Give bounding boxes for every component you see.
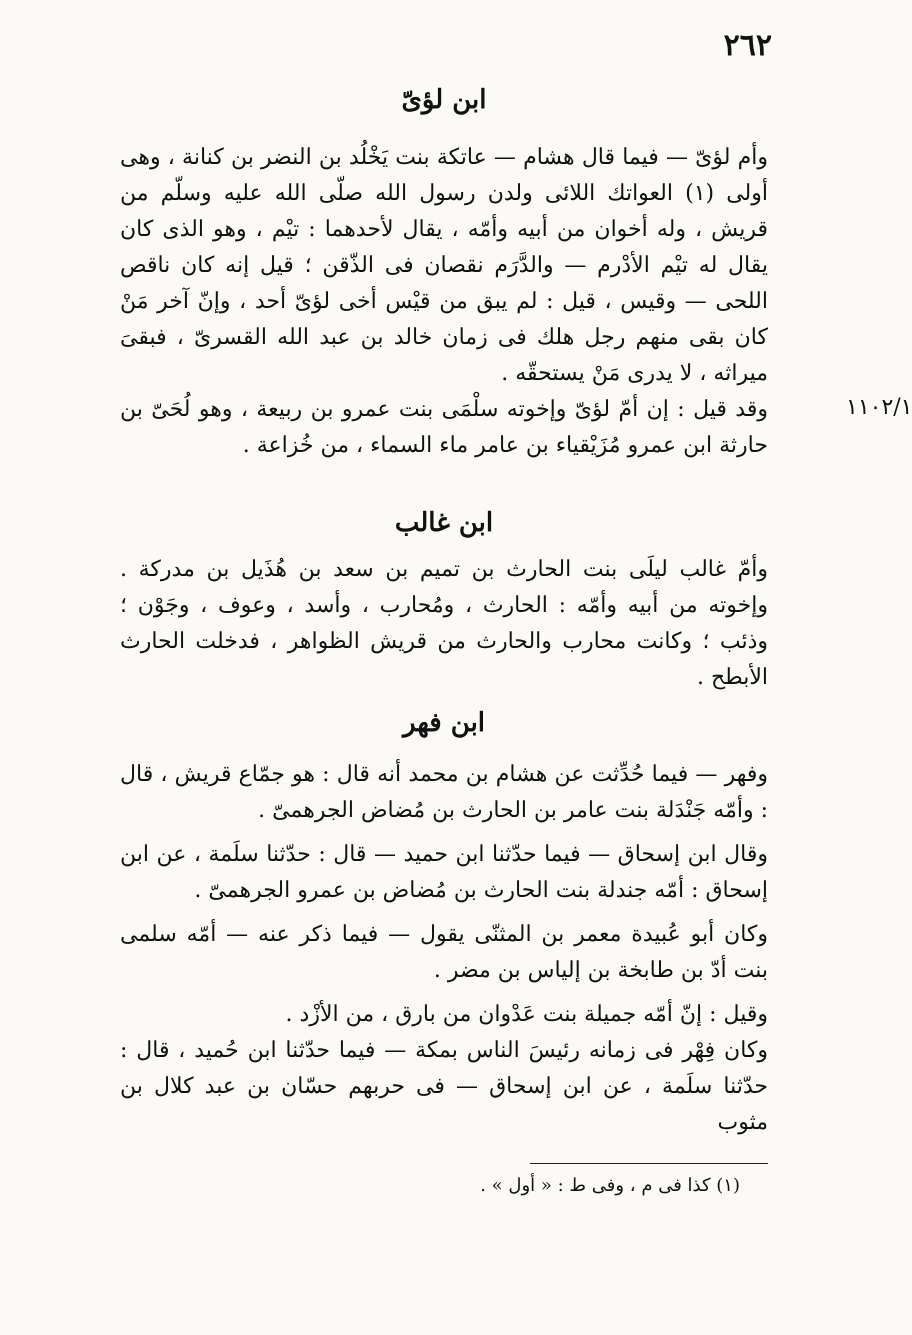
paragraph: وكان أبو عُبيدة معمر بن المثنّى يقول — فيما ذكر عنه — أمّه سلمى بنت أدّ بن طابخة بن إلياس بن مضر . bbox=[120, 922, 768, 983]
paragraph: وأمّ غالب ليلَى بنت الحارث بن تميم بن سعد بن هُذَيل بن مدركة . وإخوته من أبيه وأمّه : الحارث ، ومُحارب ، وأسد ، وعوف ، وجَوْن ؛ وذئب ؛ وكانت محارب والحارث من قريش الظواهر ، فدخلت الحارث الأبطح . bbox=[120, 557, 768, 690]
paragraph: وقد قيل : إن أمّ لؤىّ وإخوته سلْمَى بنت عمرو بن ربيعة ، وهو لُحَىّ بن حارثة ابن عمرو مُزَيْقياء بن عامر ماء السماء ، من خُزاعة . bbox=[120, 397, 768, 458]
footnote-divider bbox=[530, 1163, 768, 1164]
margin-reference: ١١٠٢/١ bbox=[846, 395, 912, 420]
section-body-ibn-luayy bbox=[120, 140, 768, 464]
paragraph: وقيل : إنّ أمّه جميلة بنت عَدْوان من بارق ، من الأزْد . bbox=[285, 1002, 768, 1027]
section-heading-ibn-ghalib: ابن غالب bbox=[394, 508, 494, 538]
footnote: (١) كذا فى م ، وفى ط : « أول » . bbox=[480, 1175, 740, 1196]
paragraph: وكان فِهْر فى زمانه رئيسَ الناس بمكة — فيما حدّثنا ابن حُميد ، قال : حدّثنا سلَمة ، عن ابن إسحاق — فى حربهم حسّان بن عبد كلال بن مثوب bbox=[120, 1038, 768, 1135]
section-heading-ibn-fihr: ابن فهر bbox=[402, 708, 486, 738]
section-body-ibn-fihr bbox=[120, 757, 768, 1141]
page-number: ٢٦٢ bbox=[723, 28, 772, 63]
paragraph: وفهر — فيما حُدِّثت عن هشام بن محمد أنه قال : هو جمّاع قريش ، قال : وأمّه جَنْدَلة بنت عامر بن الحارث بن مُضاض الجرهمىّ . bbox=[120, 762, 768, 823]
section-heading-ibn-luayy: ابن لؤىّ bbox=[401, 85, 487, 115]
section-body-ibn-ghalib bbox=[120, 552, 768, 696]
paragraph: وقال ابن إسحاق — فيما حدّثنا ابن حميد — قال : حدّثنا سلَمة ، عن ابن إسحاق : أمّه جندلة بنت الحارث بن مُضاض بن عمرو الجرهمىّ . bbox=[120, 842, 768, 903]
paragraph: وأم لؤىّ — فيما قال هشام — عاتكة بنت يَخْلُد بن النضر بن كنانة ، وهى أولى (١) العواتك اللائى ولدن رسول الله صلّى الله عليه وسلّم من قريش ، وله أخوان من أبيه وأمّه ، يقال لأحدهما : تيْم ، وهو الذى كان يقال له تيْم الأدْرم — والدَّرَم نقصان فى الذّقن ؛ قيل إنه كان ناقص اللحى — وقيس ، قيل : لم يبق من قيْس أخى لؤىّ أحد ، وإنّ آخر مَنْ كان بقى منهم رجل هلك فى زمان خالد بن عبد الله القسرىّ ، فبقىَ ميراثه ، لا يدرى مَنْ يستحقّه . bbox=[120, 145, 768, 386]
